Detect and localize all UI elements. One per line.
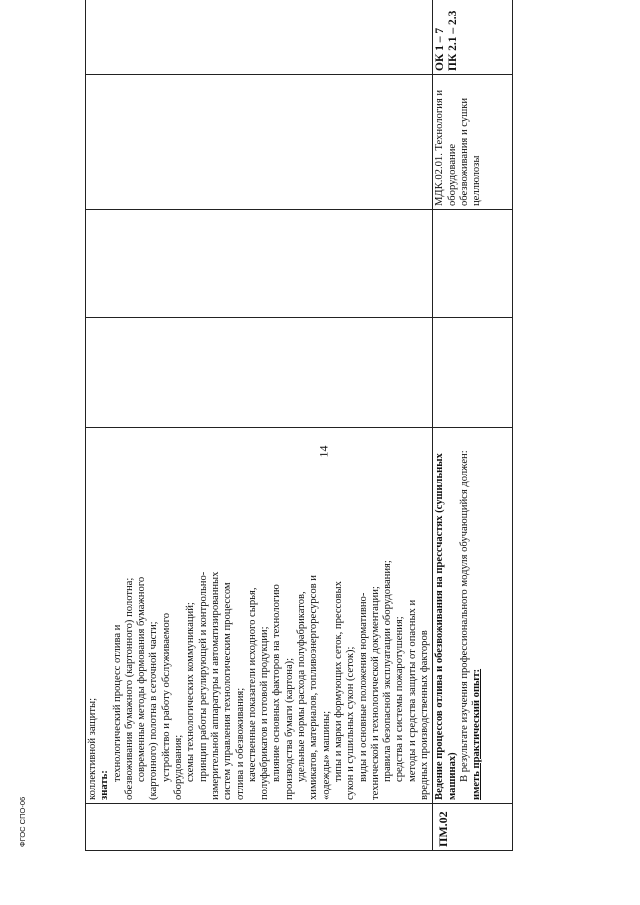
- list-item: принцип работы регулирующей и контрольно-: [197, 571, 209, 782]
- list-item: полуфабрикатов и готовой продукции;: [259, 626, 271, 800]
- list-item: качественные показатели исходного сырья,: [246, 587, 258, 782]
- empty-cell: [86, 0, 433, 75]
- module-code-cell: [433, 804, 513, 851]
- list-item: устройство и работу обслуживаемого: [160, 613, 172, 782]
- list-item: производства бумаги (картона);: [283, 657, 295, 800]
- module-code: ПМ.02: [436, 811, 451, 847]
- empty-cell: [86, 75, 433, 210]
- list-item: измерительной аппаратуры и автоматизированных: [209, 571, 221, 800]
- list-item: «одежды» машины;: [320, 710, 332, 800]
- list-item: влияние основных факторов на технологию: [271, 584, 283, 782]
- requirements-list: [87, 431, 431, 800]
- module-result-intro: В результате изучения профессионального модуля обучающийся должен:: [458, 450, 470, 782]
- page-number: 14: [316, 445, 331, 458]
- list-item: схемы технологических коммуникаций;: [185, 602, 197, 782]
- list-item: систем управления технологическим процессом: [222, 582, 234, 800]
- module-title: Ведение процессов отлива и обезвоживания на прессчастях (сушильных машинах): [434, 453, 458, 800]
- rotated-table-container: [85, 10, 495, 851]
- list-item: сукон и сушильных сукон (сеток);: [345, 646, 357, 800]
- list-item: отлива и обезвоживания;: [234, 687, 246, 800]
- empty-cell: [86, 210, 433, 318]
- mdk-name: МДК.02.01. Технология и оборудование обезвоживания и сушки целлюлозы: [434, 89, 483, 206]
- list-item: оборудования;: [173, 734, 185, 800]
- list-item: технологический процесс отлива и: [111, 624, 123, 782]
- mdk-cell: [433, 75, 513, 210]
- list-item: методы и средства защиты от опасных и: [406, 599, 418, 782]
- empty-cell: [86, 318, 433, 428]
- practical-experience-heading: иметь практический опыт:: [471, 668, 483, 800]
- curriculum-table: [85, 0, 513, 851]
- list-item: удельные нормы расхода полуфабрикатов,: [296, 591, 308, 782]
- list-item: правила безопасной эксплуатации оборудования;: [382, 560, 394, 782]
- list-item: средства и системы пожаротушения;: [394, 616, 406, 782]
- empty-cell: [433, 210, 513, 318]
- list-item: типы и марки формующих сеток, прессовых: [332, 581, 344, 782]
- table-row: [433, 0, 513, 851]
- list-item: технической и технологической документации;: [369, 586, 381, 800]
- index-cell: [86, 804, 433, 851]
- list-item: (картонного) полотна в сеточной части;: [148, 621, 160, 800]
- table-row: [86, 0, 433, 851]
- footer-label: ФГОС СПО-06: [18, 796, 27, 847]
- list-item: вредных производственных факторов: [419, 630, 431, 800]
- module-description-cell: [433, 428, 513, 804]
- list-item: современные методы формования бумажного: [136, 576, 148, 782]
- competencies-cell: [433, 0, 513, 75]
- competencies-ok: ОК 1 – 7: [434, 27, 447, 71]
- competencies-pk: ПК 2.1 – 2.3: [447, 10, 460, 71]
- list-item: знать:: [99, 770, 111, 800]
- list-item: обезвоживания бумажного (картонного) полотна;: [123, 577, 135, 800]
- empty-cell: [433, 318, 513, 428]
- requirements-cell: [86, 428, 433, 804]
- list-item: химикатов, материалов, топливоэнергоресурсов и: [308, 575, 320, 800]
- list-item: виды и основные положения нормативно-: [357, 592, 369, 782]
- list-item: коллективной защиты;: [87, 697, 98, 800]
